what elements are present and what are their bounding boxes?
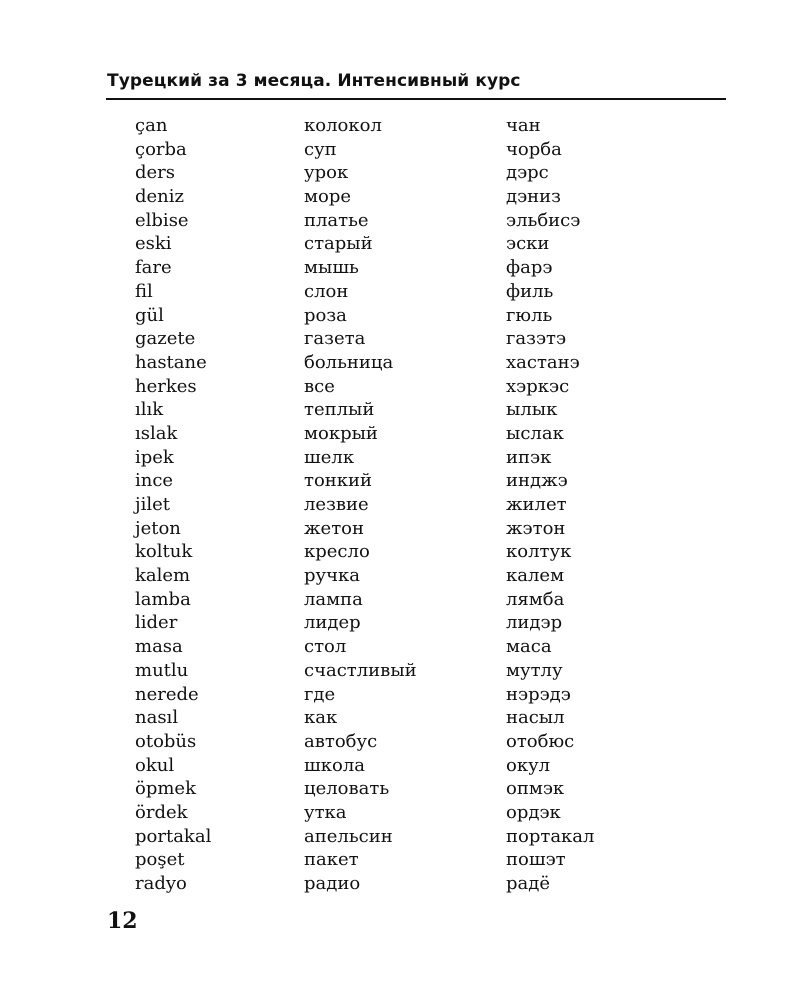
russian-translation: море	[304, 186, 352, 208]
russian-translation: школа	[304, 754, 365, 776]
pronunciation-transcription: радё	[506, 873, 550, 894]
turkish-word: poşet	[135, 849, 185, 871]
russian-translation: пакет	[304, 849, 359, 871]
vocab-row	[0, 138, 800, 162]
russian-translation: лезвие	[304, 494, 369, 515]
pronunciation-transcription: дэниз	[506, 186, 561, 208]
page-number: 12	[107, 908, 138, 934]
pronunciation-transcription: хастанэ	[506, 351, 580, 373]
turkish-word: fil	[135, 280, 153, 302]
vocab-row	[0, 659, 800, 683]
pronunciation-transcription: пошэт	[506, 849, 566, 871]
russian-translation: утка	[304, 801, 347, 823]
vocab-row	[0, 493, 800, 517]
russian-translation: счастливый	[304, 659, 417, 681]
russian-translation: лидер	[304, 612, 361, 634]
vocab-row	[0, 754, 800, 778]
turkish-word: portakal	[135, 825, 212, 847]
vocab-row	[0, 872, 800, 896]
russian-translation: ручка	[304, 565, 360, 587]
pronunciation-transcription: филь	[506, 280, 554, 302]
turkish-word: okul	[135, 754, 175, 776]
turkish-word: otobüs	[135, 730, 197, 752]
vocab-row	[0, 327, 800, 351]
pronunciation-transcription: эльбисэ	[506, 209, 581, 231]
russian-translation: урок	[304, 162, 349, 184]
vocab-row	[0, 801, 800, 825]
pronunciation-transcription: чорба	[506, 138, 562, 160]
russian-translation: шелк	[304, 446, 355, 468]
turkish-word: çorba	[135, 138, 187, 160]
pronunciation-transcription: окул	[506, 754, 551, 776]
vocab-row	[0, 422, 800, 446]
vocab-row	[0, 635, 800, 659]
pronunciation-transcription: портакал	[506, 825, 595, 847]
russian-translation: где	[304, 683, 336, 705]
vocab-row	[0, 611, 800, 635]
vocab-row	[0, 209, 800, 233]
vocab-row	[0, 517, 800, 541]
vocab-row	[0, 185, 800, 209]
pronunciation-transcription: опмэк	[506, 778, 565, 800]
russian-translation: целовать	[304, 778, 390, 800]
russian-translation: колокол	[304, 115, 382, 136]
pronunciation-transcription: калем	[506, 565, 565, 587]
vocab-row	[0, 588, 800, 612]
turkish-word: jilet	[135, 494, 170, 515]
turkish-word: mutlu	[135, 659, 189, 681]
pronunciation-transcription: ордэк	[506, 801, 561, 823]
pronunciation-transcription: ыслак	[506, 422, 564, 444]
vocab-row	[0, 848, 800, 872]
pronunciation-transcription: газэтэ	[506, 328, 567, 350]
turkish-word: koltuk	[135, 541, 193, 563]
vocab-row	[0, 469, 800, 493]
turkish-word: ince	[135, 470, 174, 492]
turkish-word: kalem	[135, 565, 191, 587]
pronunciation-transcription: нэрэдэ	[506, 683, 571, 705]
vocab-row	[0, 398, 800, 422]
pronunciation-transcription: гюль	[506, 304, 553, 326]
pronunciation-transcription: чан	[506, 115, 541, 136]
turkish-word: ipek	[135, 446, 174, 468]
russian-translation: слон	[304, 280, 349, 302]
russian-translation: кресло	[304, 541, 370, 563]
turkish-word: elbise	[135, 209, 189, 231]
russian-translation: все	[304, 375, 335, 397]
pronunciation-transcription: колтук	[506, 541, 572, 563]
vocab-row	[0, 375, 800, 399]
turkish-word: lider	[135, 612, 178, 634]
vocab-row	[0, 683, 800, 707]
turkish-word: ılık	[135, 399, 164, 421]
russian-translation: жетон	[304, 517, 365, 539]
russian-translation: теплый	[304, 399, 375, 421]
turkish-word: gazete	[135, 328, 196, 350]
turkish-word: hastane	[135, 351, 207, 373]
pronunciation-transcription: инджэ	[506, 470, 568, 492]
russian-translation: старый	[304, 233, 373, 255]
vocab-row	[0, 777, 800, 801]
russian-translation: радио	[304, 873, 361, 894]
turkish-word: jeton	[135, 517, 181, 539]
pronunciation-transcription: жилет	[506, 494, 567, 515]
vocab-row	[0, 706, 800, 730]
pronunciation-transcription: насыл	[506, 707, 565, 729]
vocab-row	[0, 540, 800, 564]
russian-translation: платье	[304, 209, 369, 231]
russian-translation: газета	[304, 328, 366, 350]
turkish-word: lamba	[135, 588, 191, 610]
vocab-row	[0, 114, 800, 138]
turkish-word: gül	[135, 304, 164, 326]
turkish-word: eski	[135, 233, 172, 255]
turkish-word: ördek	[135, 801, 188, 823]
turkish-word: fare	[135, 257, 172, 279]
russian-translation: роза	[304, 304, 347, 326]
russian-translation: мокрый	[304, 422, 378, 444]
vocab-row	[0, 730, 800, 754]
pronunciation-transcription: эски	[506, 233, 550, 255]
russian-translation: как	[304, 707, 338, 729]
vocab-row	[0, 351, 800, 375]
turkish-word: ders	[135, 162, 176, 184]
russian-translation: автобус	[304, 730, 378, 752]
russian-translation: апельсин	[304, 825, 393, 847]
turkish-word: çan	[135, 115, 168, 136]
pronunciation-transcription: фарэ	[506, 257, 553, 279]
pronunciation-transcription: маса	[506, 636, 552, 658]
running-title: Турецкий за 3 месяца. Интенсивный курс	[107, 71, 521, 91]
vocab-row	[0, 280, 800, 304]
russian-translation: стол	[304, 636, 347, 658]
turkish-word: masa	[135, 636, 183, 658]
vocab-row	[0, 825, 800, 849]
pronunciation-transcription: ипэк	[506, 446, 552, 468]
pronunciation-transcription: лямба	[506, 588, 565, 610]
vocab-row	[0, 564, 800, 588]
pronunciation-transcription: ылык	[506, 399, 558, 421]
vocab-row	[0, 161, 800, 185]
vocabulary-list	[0, 114, 800, 896]
vocab-row	[0, 232, 800, 256]
russian-translation: мышь	[304, 257, 359, 279]
pronunciation-transcription: мутлу	[506, 659, 563, 681]
russian-translation: лампа	[304, 588, 363, 610]
turkish-word: ıslak	[135, 422, 178, 444]
russian-translation: тонкий	[304, 470, 373, 492]
turkish-word: nerede	[135, 683, 199, 705]
russian-translation: суп	[304, 138, 337, 160]
pronunciation-transcription: отобюс	[506, 730, 575, 752]
turkish-word: radyo	[135, 873, 187, 894]
pronunciation-transcription: хэркэс	[506, 375, 570, 397]
vocab-row	[0, 446, 800, 470]
turkish-word: deniz	[135, 186, 185, 208]
vocab-row	[0, 256, 800, 280]
turkish-word: herkes	[135, 375, 197, 397]
pronunciation-transcription: лидэр	[506, 612, 563, 634]
russian-translation: больница	[304, 351, 394, 373]
turkish-word: öpmek	[135, 778, 196, 800]
vocab-row	[0, 304, 800, 328]
header-rule	[106, 98, 726, 100]
pronunciation-transcription: дэрс	[506, 162, 549, 184]
pronunciation-transcription: жэтон	[506, 517, 566, 539]
turkish-word: nasıl	[135, 707, 179, 729]
